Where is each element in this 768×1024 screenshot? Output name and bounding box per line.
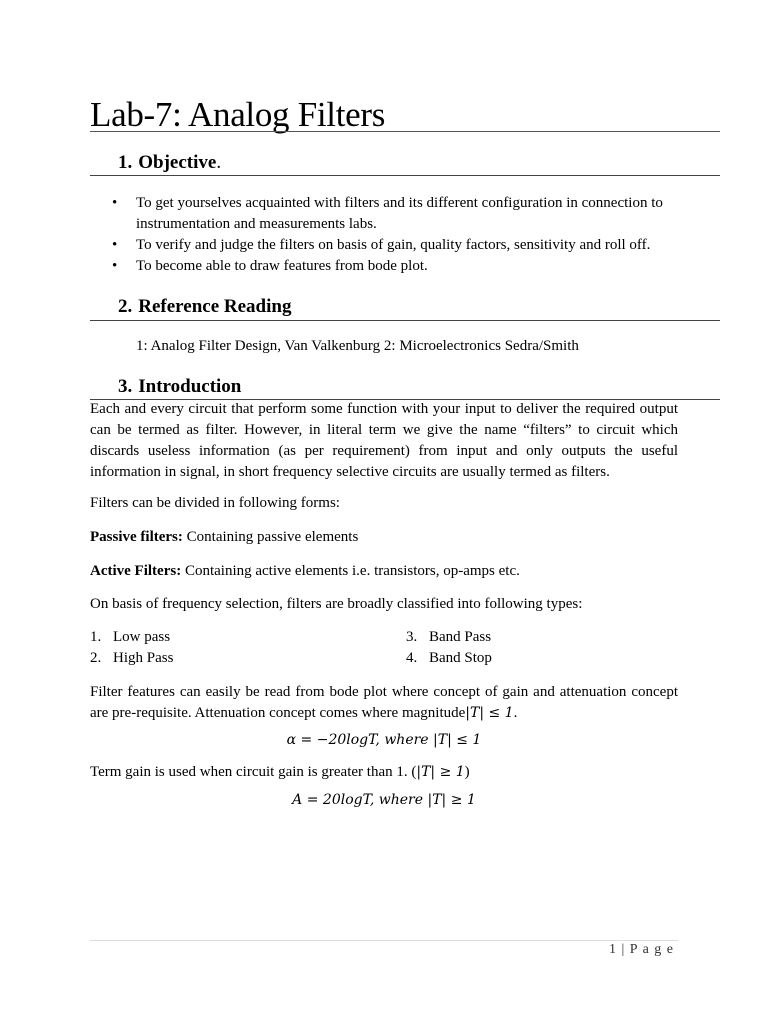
list-item (112, 235, 682, 256)
bullet-icon: • (112, 258, 118, 274)
filter-type-item (406, 627, 491, 648)
classification-text: On basis of frequency selection, filters are broadly classified into following types: (90, 596, 583, 612)
introduction-heading-text: Introduction (138, 376, 242, 397)
page-footer (609, 942, 674, 958)
reference-divider (90, 320, 720, 321)
objective-heading-period: . (216, 152, 222, 173)
filter-type-item (406, 648, 492, 669)
filter-type-name: Band Pass (429, 629, 492, 645)
gain-end: ) (464, 764, 470, 780)
objective-bullet-text: To verify and judge the filters on basis of gain, quality factors, sensitivity and roll off. (136, 237, 651, 253)
intro-paragraph: Each and every circuit that perform some function with your input to deliver the required output can be termed as filter. However, in literal term we give the name “filters” to circuit which discards useless information (as per requirement) from input and only outputs the useful information in signal, in short frequency selective circuits are usually termed as filters. (90, 401, 678, 480)
objective-heading-text: Objective (138, 152, 217, 173)
objective-bullet-text: To get yourselves acquainted with filters and its different configuration in connection to instrumentation and measurements labs. (136, 195, 663, 232)
passive-filters-line (90, 527, 678, 548)
bode-plot-paragraph (90, 682, 678, 724)
bullet-icon: • (112, 195, 118, 211)
page-separator: | (616, 942, 630, 957)
magnitude-condition: |T| ≤ 1 (465, 705, 514, 721)
active-filters-label: Active Filters: (90, 563, 182, 579)
filter-type-number: 2. (90, 650, 102, 666)
objective-number: 1. (118, 152, 133, 173)
objective-heading (118, 151, 221, 175)
page-title: Lab-7: Analog Filters (90, 95, 386, 134)
page-number: 1 (608, 942, 617, 957)
passive-filters-text: Containing passive elements (182, 529, 359, 545)
bode-plot-end: . (513, 705, 518, 721)
page-label: P a g e (629, 942, 674, 957)
gain-paragraph (90, 762, 678, 783)
gain-condition: |T| ≥ 1 (416, 764, 465, 780)
reference-text: 1: Analog Filter Design, Van Valkenburg 2: Microelectronics Sedra/Smith (136, 338, 579, 354)
introduction-heading (118, 375, 241, 399)
title-divider (90, 131, 720, 132)
footer-divider (90, 940, 678, 941)
filter-type-number: 3. (406, 629, 418, 645)
reference-heading (118, 295, 291, 319)
objective-divider (90, 175, 720, 176)
attenuation-equation: α = −20logT, where |T| ≤ 1 (286, 732, 482, 748)
active-filters-line (90, 561, 678, 582)
reference-heading-text: Reference Reading (138, 296, 292, 317)
list-item (112, 193, 682, 235)
introduction-number: 3. (118, 376, 133, 397)
filter-type-name: Band Stop (429, 650, 492, 666)
filters-forms-text: Filters can be divided in following forms: (90, 495, 340, 511)
gain-text: Term gain is used when circuit gain is greater than 1. ( (90, 764, 417, 780)
filter-type-name: High Pass (113, 650, 174, 666)
list-item (112, 256, 682, 277)
filter-type-name: Low pass (113, 629, 171, 645)
gain-equation: A = 20logT, where |T| ≥ 1 (292, 792, 476, 808)
bullet-icon: • (112, 237, 118, 253)
objective-bullet-list (112, 193, 682, 277)
filter-type-item (90, 627, 170, 648)
reference-number: 2. (118, 296, 133, 317)
active-filters-text: Containing active elements i.e. transistors, op-amps etc. (181, 563, 520, 579)
filter-type-number: 4. (406, 650, 418, 666)
objective-bullet-text: To become able to draw features from bode plot. (136, 258, 428, 274)
bode-plot-text: Filter features can easily be read from bode plot where concept of gain and attenuation concept are pre-requisite. Attenuation concept comes where magnitude (90, 684, 678, 721)
passive-filters-label: Passive filters: (90, 529, 183, 545)
filter-type-item (90, 648, 173, 669)
filter-type-number: 1. (90, 629, 102, 645)
